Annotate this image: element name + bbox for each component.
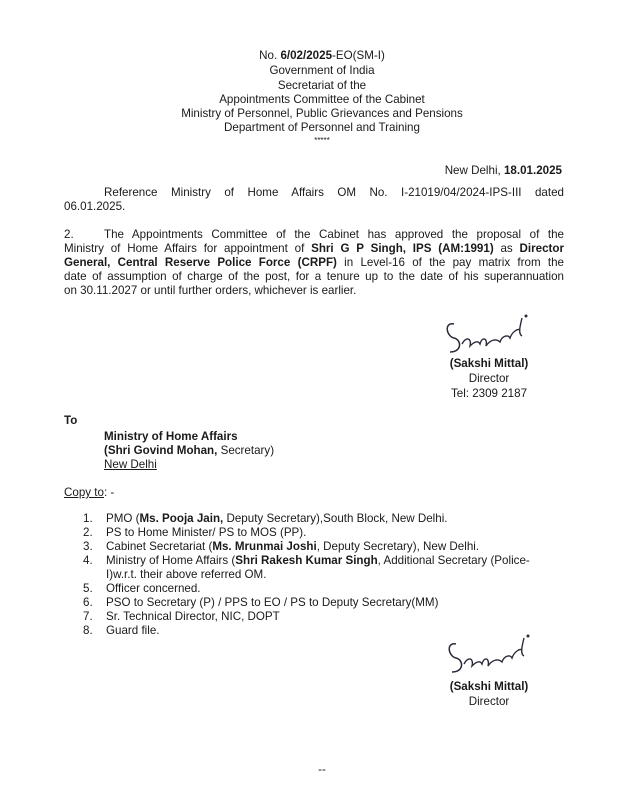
para-number: 2. [64,228,74,241]
signatory-designation: Director [468,372,510,385]
signature-mark-2 [440,626,550,680]
page-footer-mark: -- [318,763,326,776]
header-ministry: Ministry of Personnel, Public Grievances and Pensions [181,107,463,120]
signatory-2-name: (Sakshi Mittal) [449,680,529,693]
document-page: No. 6/02/2025-EO(SM-I) Government of India Secretariat of the Appointments Committee of the Cabinet Ministry of Personnel, Public Grievances and Pensions Department of Personnel and Training ***** New Delhi, 18.01.2025 Reference Ministry of Home Affairs OM No. I-21019/04/2024-IPS-III dated 06.01.2025. 2. The Appointments Committee of the Cabinet has approved the proposal of the Ministry of Home Affairs for appointment of Shri G P Singh, IPS (AM:1991) as Director General, Central Reserve Police Force (CRPF) in Level-16 of the pay matrix from the date of assumption of charge of the post, for a tenure up to the date of his superannuation on 30.11.2027 or until further orders, whichever is earlier. (Sakshi Mittal) Director Tel: 2309 2187 To Ministry of Home Affairs (Shri Govind Mohan, Secretary) New Delhi Copy to: - 1. PMO (Ms. Pooja Jain, Deputy Secretary),South Block, New Delhi. 2. PS to Home Minister/ PS to MOS (PP). 3. Cabinet Secretariat (Ms. Mrunmai Joshi, Deputy Secretary), New Delhi. 4. Ministry of Home Affairs (Shri Rakesh Kumar Singh, Additional Secretary (Police- I)w.r.t. their above referred OM. 5. Officer concerned. 6. PSO to Secretary (P) / PPS to EO / PS to Deputy Secretary(MM) 7. Sr. Technical Director, NIC, DOPT 8. Guard file. (Sakshi Mittal) Director -- [0,0,644,800]
signatory-2-designation: Director [468,695,510,708]
signatory-tel: Tel: 2309 2187 [450,387,528,400]
para-line-5: on 30.11.2027 or until further orders, whichever is earlier. [64,284,357,297]
to-label: To [64,414,78,427]
header-committee: Appointments Committee of the Cabinet [219,93,425,106]
reference-line-2: 06.01.2025. [64,200,126,213]
header-government: Government of India [269,64,375,77]
para-line-4: date of assumption of charge of the post, for a tenure up to the date of his superannuation [64,270,564,283]
document-date: New Delhi, 18.01.2025 [444,164,562,177]
reference-line-1: Reference Ministry of Home Affairs OM No. I-21019/04/2024-IPS-III dated [104,186,564,199]
copy-to-label: Copy to: - [64,486,115,499]
to-city: New Delhi [104,458,157,471]
file-number: No. 6/02/2025-EO(SM-I) [259,49,385,62]
header-stars: ***** [314,136,330,145]
to-officer: (Shri Govind Mohan, Secretary) [104,444,275,457]
to-ministry: Ministry of Home Affairs [104,430,238,443]
para-line-3: General, Central Reserve Police Force (CRPF) in Level-16 of the pay matrix from the [64,256,564,269]
header-department: Department of Personnel and Training [224,121,420,134]
signatory-name: (Sakshi Mittal) [449,357,529,370]
header-secretariat: Secretariat of the [277,79,367,92]
para-line-1: The Appointments Committee of the Cabinet has approved the proposal of the [104,228,564,241]
para-line-2: Ministry of Home Affairs for appointment of Shri G P Singh, IPS (AM:1991) as Director [64,242,564,255]
signature-mark [440,308,550,360]
